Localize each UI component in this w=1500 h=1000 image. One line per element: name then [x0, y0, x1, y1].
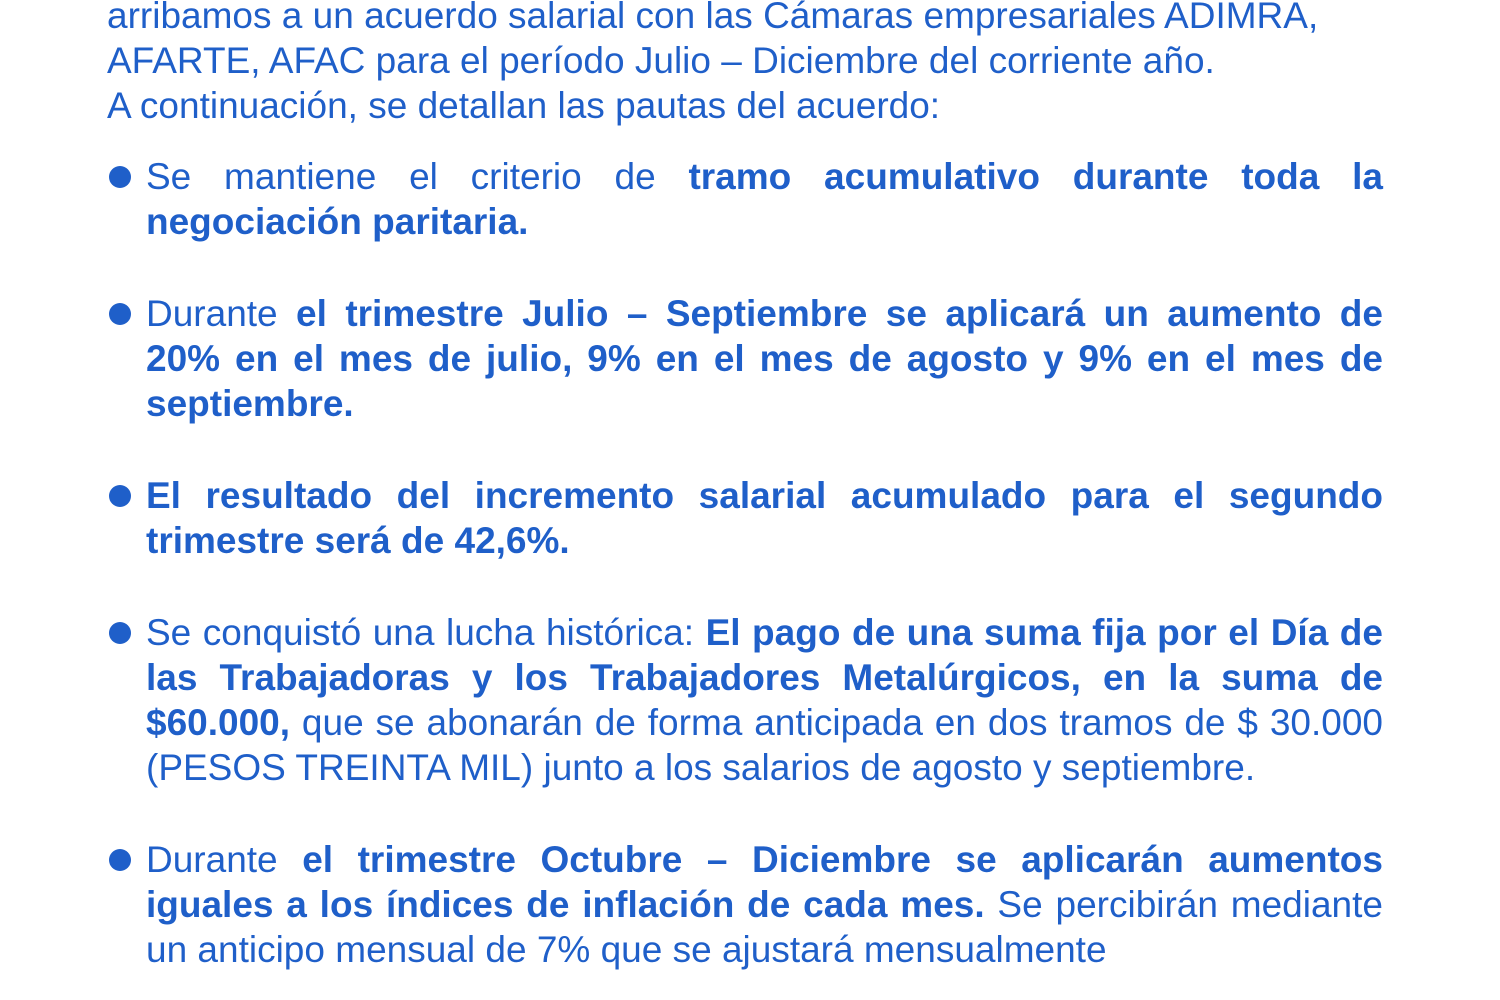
bullet-dot-icon [109, 485, 131, 507]
agreement-terms-list [107, 154, 1383, 972]
term-item-tramo [107, 154, 1383, 244]
term-item-octubre-diciembre [107, 837, 1383, 972]
bullet-dot-icon [109, 849, 131, 871]
bullet-dot-icon [109, 166, 131, 188]
intro-paragraph [107, 0, 1383, 128]
term-text [146, 293, 1383, 424]
term-item-resultado [107, 473, 1383, 563]
term-text [146, 612, 1383, 788]
term-normal-text: Se conquistó una lucha histórica: [146, 612, 706, 653]
term-bold-text: tramo acumulativo durante toda la negociación paritaria. [146, 156, 1383, 242]
term-bold-text: el trimestre Octubre – Diciembre se aplicarán aumentos iguales a los índices de inflación de cada mes. [146, 839, 1383, 925]
intro-line-3: A continuación, se detallan las pautas del acuerdo: [107, 85, 941, 126]
document-body [107, 0, 1383, 1000]
term-bold-text: El pago de una suma fija por el Día de las Trabajadoras y los Trabajadores Metalúrgicos, en la suma de $60.000, [146, 612, 1383, 743]
intro-line-2: AFARTE, AFAC para el período Julio – Diciembre del corriente año. [107, 40, 1215, 81]
term-text [146, 475, 1383, 561]
term-normal-text: Durante [146, 293, 297, 334]
term-item-suma-fija [107, 610, 1383, 790]
term-normal-text-2: Se percibirán mediante un anticipo mensual de 7% que se ajustará mensualmente [146, 884, 1383, 970]
term-bold-text: el trimestre Julio – Septiembre se aplicará un aumento de 20% en el mes de julio, 9% en el mes de agosto y 9% en el mes de septiembre. [146, 293, 1383, 424]
term-item-julio-septiembre [107, 291, 1383, 426]
intro-line-1: arribamos a un acuerdo salarial con las Cámaras empresariales ADIMRA, [107, 0, 1319, 36]
term-normal-text-2: que se abonarán de forma anticipada en dos tramos de $ 30.000 (PESOS TREINTA MIL) junto a los salarios de agosto y septiembre. [146, 702, 1383, 788]
term-normal-text: Se mantiene el criterio de [146, 156, 689, 197]
bullet-dot-icon [109, 622, 131, 644]
term-text [146, 156, 1383, 242]
bullet-dot-icon [109, 303, 131, 325]
term-normal-text: Durante [146, 839, 303, 880]
term-bold-text: El resultado del incremento salarial acumulado para el segundo trimestre será de 42,6%. [146, 475, 1383, 561]
term-text [146, 839, 1383, 970]
